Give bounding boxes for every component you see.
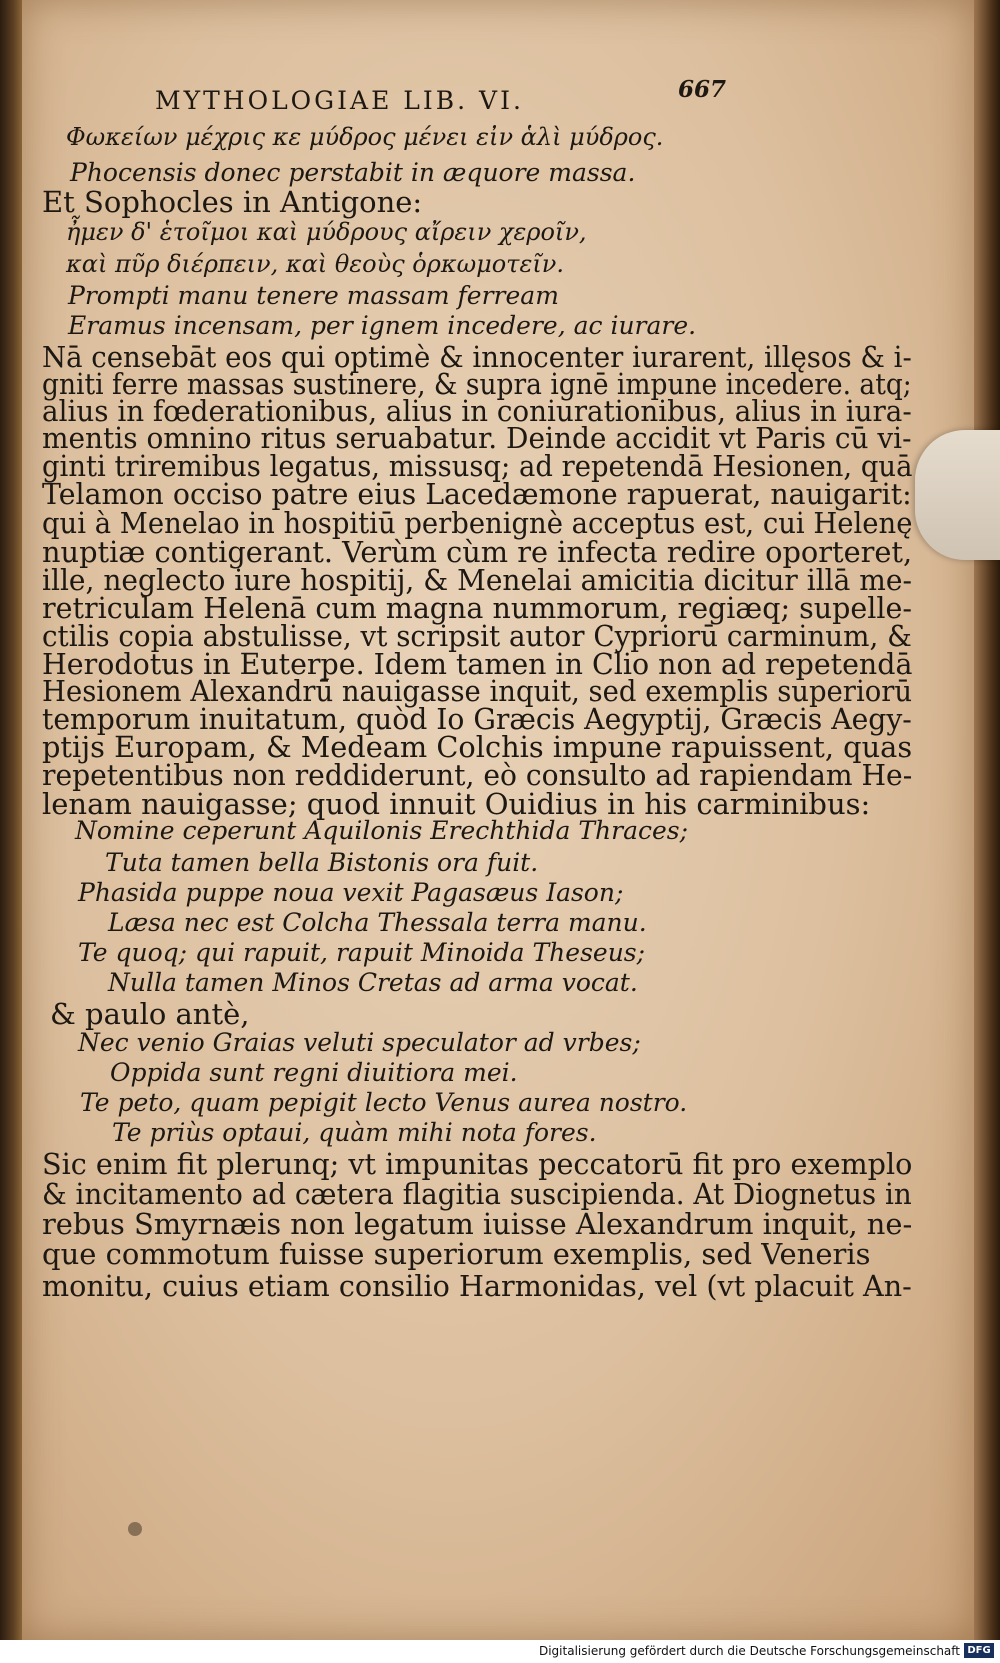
prose-line: & paulo antè, [50,997,250,1031]
verse-line: Phasida puppe noua vexit Pagasæus Iason; [78,878,624,907]
prose-line: Et Sophocles in Antigone: [42,185,423,219]
verse-line: Phocensis donec perstabit in æquore massa. [70,158,636,187]
running-head: MYTHOLOGIAE LIB. VI. [155,86,524,115]
prose-line: ptijs Europam, & Medeam Colchis impune rapuissent, quas [42,730,913,764]
prose-line: qui à Menelao in hospitiū perbenignè acceptus est, cui Helenę [42,506,913,540]
prose-line: gniti ferre massas sustinere, & supra ignē impune incedere. atq; [42,367,912,401]
greek-line: καὶ πῦρ διέρπειν, καὶ θεοὺς ὁρκωμοτεῖν. [66,250,564,278]
verse-line: Te peto, quam pepigit lecto Venus aurea nostro. [80,1088,688,1117]
prose-line: monitu, cuius etiam consilio Harmonidas, vel (vt placuit An- [42,1269,912,1303]
verse-line: Nulla tamen Minos Cretas ad arma vocat. [108,968,638,997]
verse-line: Tuta tamen bella Bistonis ora fuit. [105,848,539,877]
prose-line: rebus Smyrnæis non legatum iuisse Alexandrum inquit, ne- [42,1207,913,1241]
verse-line: Nomine ceperunt Aquilonis Erechthida Thraces; [75,816,689,845]
verse-line: Nec venio Graias veluti speculator ad vrbes; [78,1028,641,1057]
book-left-edge [0,0,22,1640]
prose-line: ginti triremibus legatus, missusq; ad repetendā Hesionen, quā [42,449,913,483]
prose-line: repetentibus non reddiderunt, eò consulto ad rapiendam He- [42,758,913,792]
verse-line: Læsa nec est Colcha Thessala terra manu. [108,908,647,937]
prose-line: nuptiæ contigerant. Verùm cùm re infecta redire oporteret, [42,535,913,569]
prose-line: ctilis copia abstulisse, vt scripsit autor Cypriorū carminum, & [42,619,912,653]
prose-line: & incitamento ad cætera flagitia suscipienda. At Diognetus in [42,1177,912,1211]
ink-stain [128,1522,142,1536]
prose-line: lenam nauigasse; quod innuit Ouidius in his carminibus: [42,787,871,821]
prose-line: retriculam Helenā cum magna nummorum, regiæq; supelle- [42,591,912,625]
verse-line: Te quoq; qui rapuit, rapuit Minoida Theseus; [78,938,646,967]
prose-line: Nā censebāt eos qui optimè & innocenter iurarent, illęsos & i- [42,340,912,374]
prose-line: Sic enim fit plerunq; vt impunitas peccatorū fit pro exemplo [42,1147,913,1181]
page-number: 667 [678,76,727,103]
page-clip-tab [915,430,1000,560]
prose-line: Herodotus in Euterpe. Idem tamen in Clio non ad repetendā [42,647,913,681]
prose-line: que commotum fuisse superiorum exemplis, sed Veneris [42,1237,871,1271]
greek-line: Φωκείων μέχρις κε μύδρος μένει εἰν ἁλὶ μύδρος. [66,123,664,151]
verse-line: Te priùs optaui, quàm mihi nota fores. [112,1118,597,1147]
prose-line: ille, neglecto iure hospitij, & Menelai amicitia dicitur illā me- [42,563,912,597]
greek-line: ἦμεν δ' ἑτοῖμοι καὶ μύδρους αἴρειν χεροῖν, [66,218,587,246]
prose-line: Telamon occiso patre eius Lacedæmone rapuerat, nauigarit: [42,477,912,511]
prose-line: Hesionem Alexandrū nauigasse inquit, sed exemplis superiorū [42,674,913,708]
prose-line: mentis omnino ritus seruabatur. Deinde accidit vt Paris cū vi- [42,421,912,455]
verse-line: Prompti manu tenere massam ferream [68,281,559,310]
footer-credit: Digitalisierung gefördert durch die Deutsche Forschungsgemeinschaft [538,1644,960,1658]
prose-line: temporum inuitatum, quòd Io Græcis Aegyptij, Græcis Aegy- [42,702,912,736]
dfg-logo: DFG [964,1643,994,1658]
verse-line: Eramus incensam, per ignem incedere, ac iurare. [68,311,697,340]
verse-line: Oppida sunt regni diuitiora mei. [110,1058,518,1087]
prose-line: alius in fœderationibus, alius in coniurationibus, alius in iura- [42,394,912,428]
book-right-edge [974,0,1000,1640]
